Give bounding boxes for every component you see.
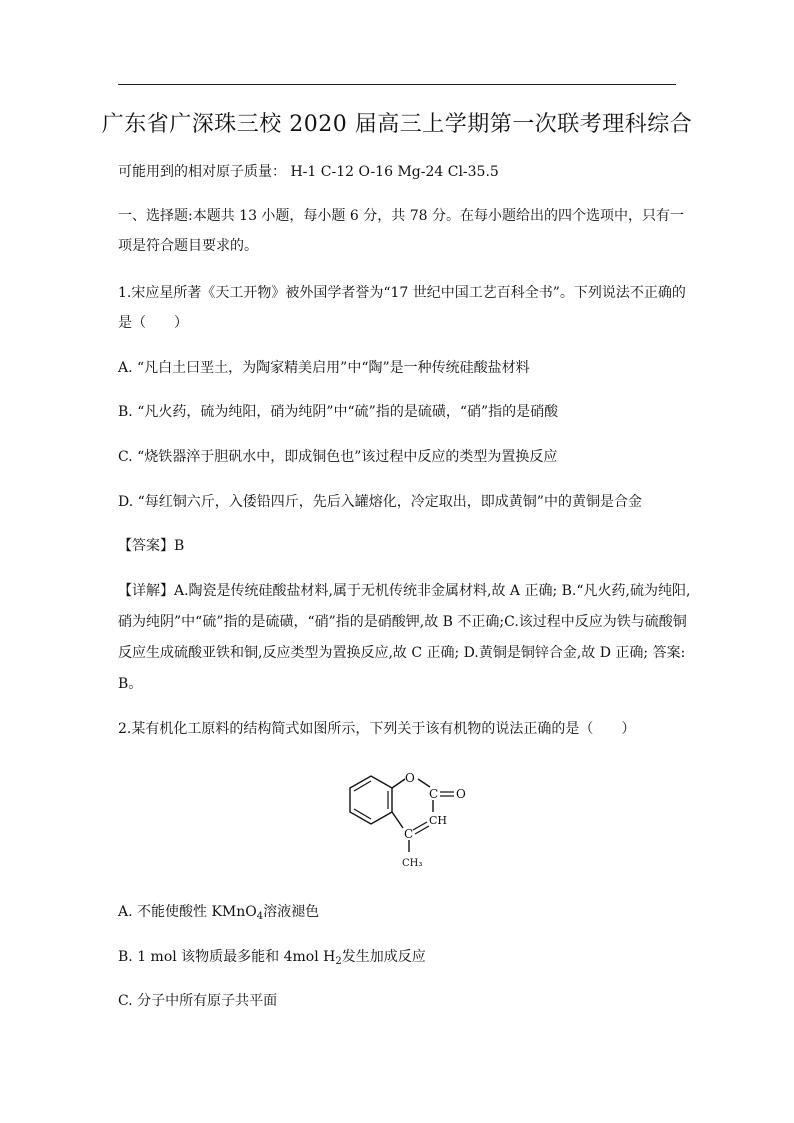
q1-detail-line3: 反应生成硫酸亚铁和铜,反应类型为置换反应,故 C 正确; D.黄铜是铜锌合金,故 D 正确; 答案:	[118, 645, 686, 661]
q2-option-a-text: A. 不能使酸性 KMnO	[118, 904, 257, 920]
q2-option-b-text: B. 1 mol 该物质最多能和 4mol H	[118, 949, 336, 965]
bond-o-c	[418, 779, 430, 787]
coumarin-structure-diagram	[320, 766, 480, 876]
benzene-ring	[350, 776, 392, 824]
atom-ch: CH	[429, 814, 448, 827]
atom-c-methyl: C	[404, 827, 414, 841]
q1-option-b: B. “凡火药，硫为纯阳，硝为纯阴”中“硫”指的是硫磺，“硝”指的是硝酸	[118, 404, 559, 420]
atom-c-carbonyl: C	[429, 787, 439, 801]
q1-option-c: C. “烧铁器淬于胆矾水中，即成铜色也”该过程中反应的类型为置换反应	[118, 449, 558, 465]
atomic-masses: 可能用到的相对原子质量： H-1 C-12 O-16 Mg-24 Cl-35.5	[118, 164, 499, 180]
q1-option-a: A. “凡白土曰垩土，为陶家精美启用”中“陶”是一种传统硅酸盐材料	[118, 360, 530, 376]
q1-answer: 【答案】B	[118, 538, 185, 554]
atom-o-ring: O	[405, 771, 415, 785]
bond-ring-c	[392, 812, 403, 828]
q2-option-a-subscript: 4	[256, 911, 264, 922]
atom-o-carbonyl: O	[456, 787, 466, 801]
q2-option-b-subscript: 2	[335, 956, 342, 967]
atom-ch3: CH₃	[402, 858, 423, 869]
q1-option-d: D. “每红铜六斤，入倭铅四斤，先后入罐熔化，冷定取出，即成黄铜”中的黄铜是合金	[118, 494, 642, 510]
q2-option-b	[118, 946, 426, 967]
bond-ring-o	[392, 779, 405, 788]
q2-stem: 2.某有机化工原料的结构简式如图所示，下列关于该有机物的说法正确的是（ ）	[118, 721, 636, 737]
section-intro-line1: 一、选择题:本题共 13 小题，每小题 6 分，共 78 分。在每小题给出的四个选项中，只有一	[118, 208, 684, 224]
q2-option-a-text-end: 溶液褪色	[263, 904, 320, 920]
section-intro-line2: 项是符合题目要求的。	[118, 238, 258, 254]
page-title: 广东省广深珠三校 2020 届高三上学期第一次联考理科综合	[101, 112, 693, 137]
q2-option-b-text-end: 发生加成反应	[341, 949, 426, 965]
q1-detail-line4: B。	[118, 676, 143, 692]
benzene-double-bond-3	[354, 809, 371, 819]
q2-option-a	[118, 901, 319, 922]
q1-detail-line2: 硝为纯阴”中“硫”指的是硫磺，“硝”指的是硝酸钾,故 B 不正确;C.该过程中反应为铁与硫酸铜	[118, 614, 687, 630]
header-rule	[118, 84, 676, 85]
q1-stem-line1: 1.宋应星所著《天工开物》被外国学者誉为“17 世纪中国工艺百科全书”。下列说法不正确的	[118, 285, 686, 301]
q1-detail-line1: 【详解】A.陶瓷是传统硅酸盐材料,属于无机传统非金属材料,故 A 正确; B.“凡火药,硫为纯阳,	[118, 583, 691, 599]
benzene-double-bond-1	[354, 781, 371, 791]
q1-stem-line2: 是（ ）	[118, 315, 188, 331]
q2-option-c: C. 分子中所有原子共平面	[118, 993, 278, 1009]
